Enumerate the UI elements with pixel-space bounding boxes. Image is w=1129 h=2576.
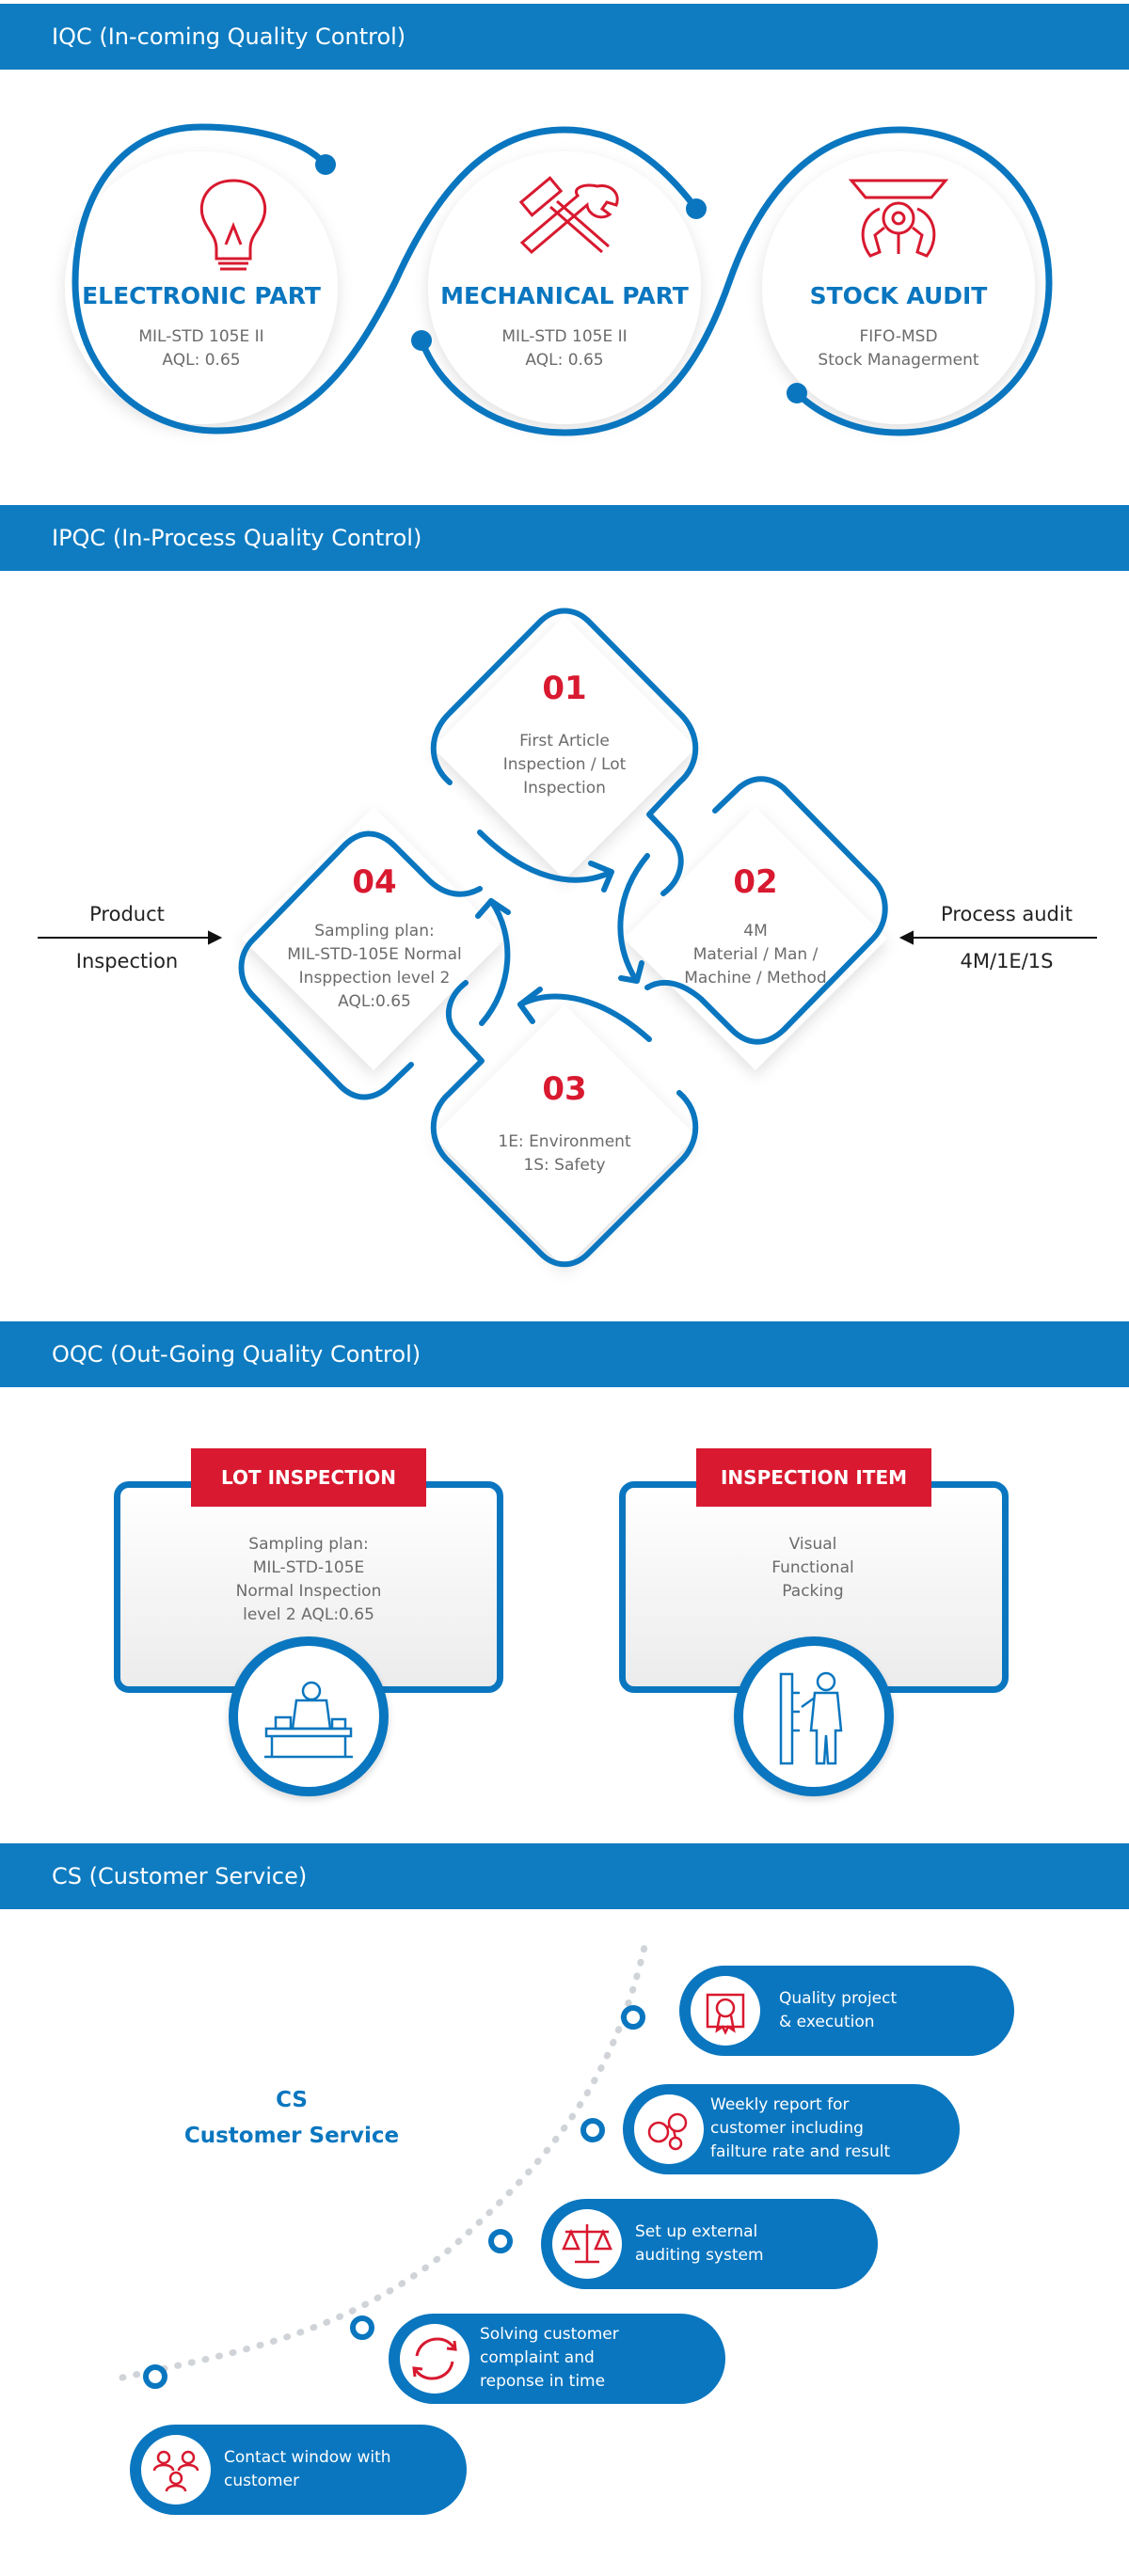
- oqc-header: OQC (Out-Going Quality Control): [0, 1321, 1129, 1387]
- process-audit-label: Process audit: [941, 903, 1073, 925]
- step-02-number: 02: [733, 863, 778, 901]
- lot-inspection-tag: LOT INSPECTION: [191, 1448, 426, 1507]
- iqc-header: IQC (In-coming Quality Control): [0, 4, 1129, 70]
- cs-title-line1: CS: [276, 2088, 308, 2112]
- iqc-mechanical-line2: AQL: 0.65: [525, 351, 604, 370]
- report-chart-icon: [634, 2094, 704, 2164]
- step-04-number: 04: [352, 863, 397, 901]
- product-label: Product: [89, 903, 165, 925]
- cs-header: CS (Customer Service): [0, 1843, 1129, 1909]
- cs-title-line2: Customer Service: [183, 2124, 400, 2148]
- scale-icon: [552, 2209, 622, 2279]
- step-03-text: 1E: Environment 1S: Safety: [498, 1132, 631, 1175]
- cs-item-solving-complaint: Solving customer complaint and reponse in time: [389, 2314, 725, 2404]
- step-01-number: 01: [542, 670, 587, 707]
- cs-item-external-audit: Set up external auditing system: [541, 2199, 878, 2289]
- step-01-text: First Article Inspection / Lot Inspection: [502, 732, 627, 798]
- cs-item-quality-project: Quality project & execution: [679, 1966, 1014, 2056]
- people-network-icon: [141, 2435, 211, 2505]
- iqc-stock-line2: Stock Managerment: [818, 351, 979, 370]
- iqc-stock-title: STOCK AUDIT: [809, 282, 988, 309]
- inspection-label: Inspection: [75, 950, 179, 972]
- certificate-icon: [691, 1976, 760, 2046]
- iqc-electronic-line1: MIL-STD 105E II: [138, 327, 264, 346]
- 4m1e1s-label: 4M/1E/1S: [960, 950, 1054, 972]
- iqc-stock-line1: FIFO-MSD: [859, 327, 938, 346]
- cs-item-contact-window: Contact window with customer: [130, 2425, 467, 2515]
- step-04-text: Sampling plan: MIL-STD-105E Normal Insppection level 2 AQL:0.65: [287, 922, 462, 1011]
- iqc-mechanical-title: MECHANICAL PART: [440, 282, 689, 309]
- refresh-icon: [400, 2324, 469, 2394]
- inspection-item-text: Visual Functional Packing: [771, 1535, 854, 1601]
- cs-item-weekly-report: Weekly report for customer including failture rate and result: [623, 2084, 960, 2174]
- ipqc-header: IPQC (In-Process Quality Control): [0, 505, 1129, 571]
- step-03-number: 03: [542, 1070, 587, 1108]
- inspection-item-tag: INSPECTION ITEM: [696, 1448, 931, 1507]
- iqc-electronic-title: ELECTRONIC PART: [82, 282, 321, 309]
- lot-inspection-text: Sampling plan: MIL-STD-105E Normal Inspection level 2 AQL:0.65: [235, 1535, 382, 1624]
- step-02-text: 4M Material / Man / Machine / Method: [684, 922, 827, 988]
- iqc-mechanical-line1: MIL-STD 105E II: [501, 327, 628, 346]
- iqc-electronic-line2: AQL: 0.65: [162, 351, 241, 370]
